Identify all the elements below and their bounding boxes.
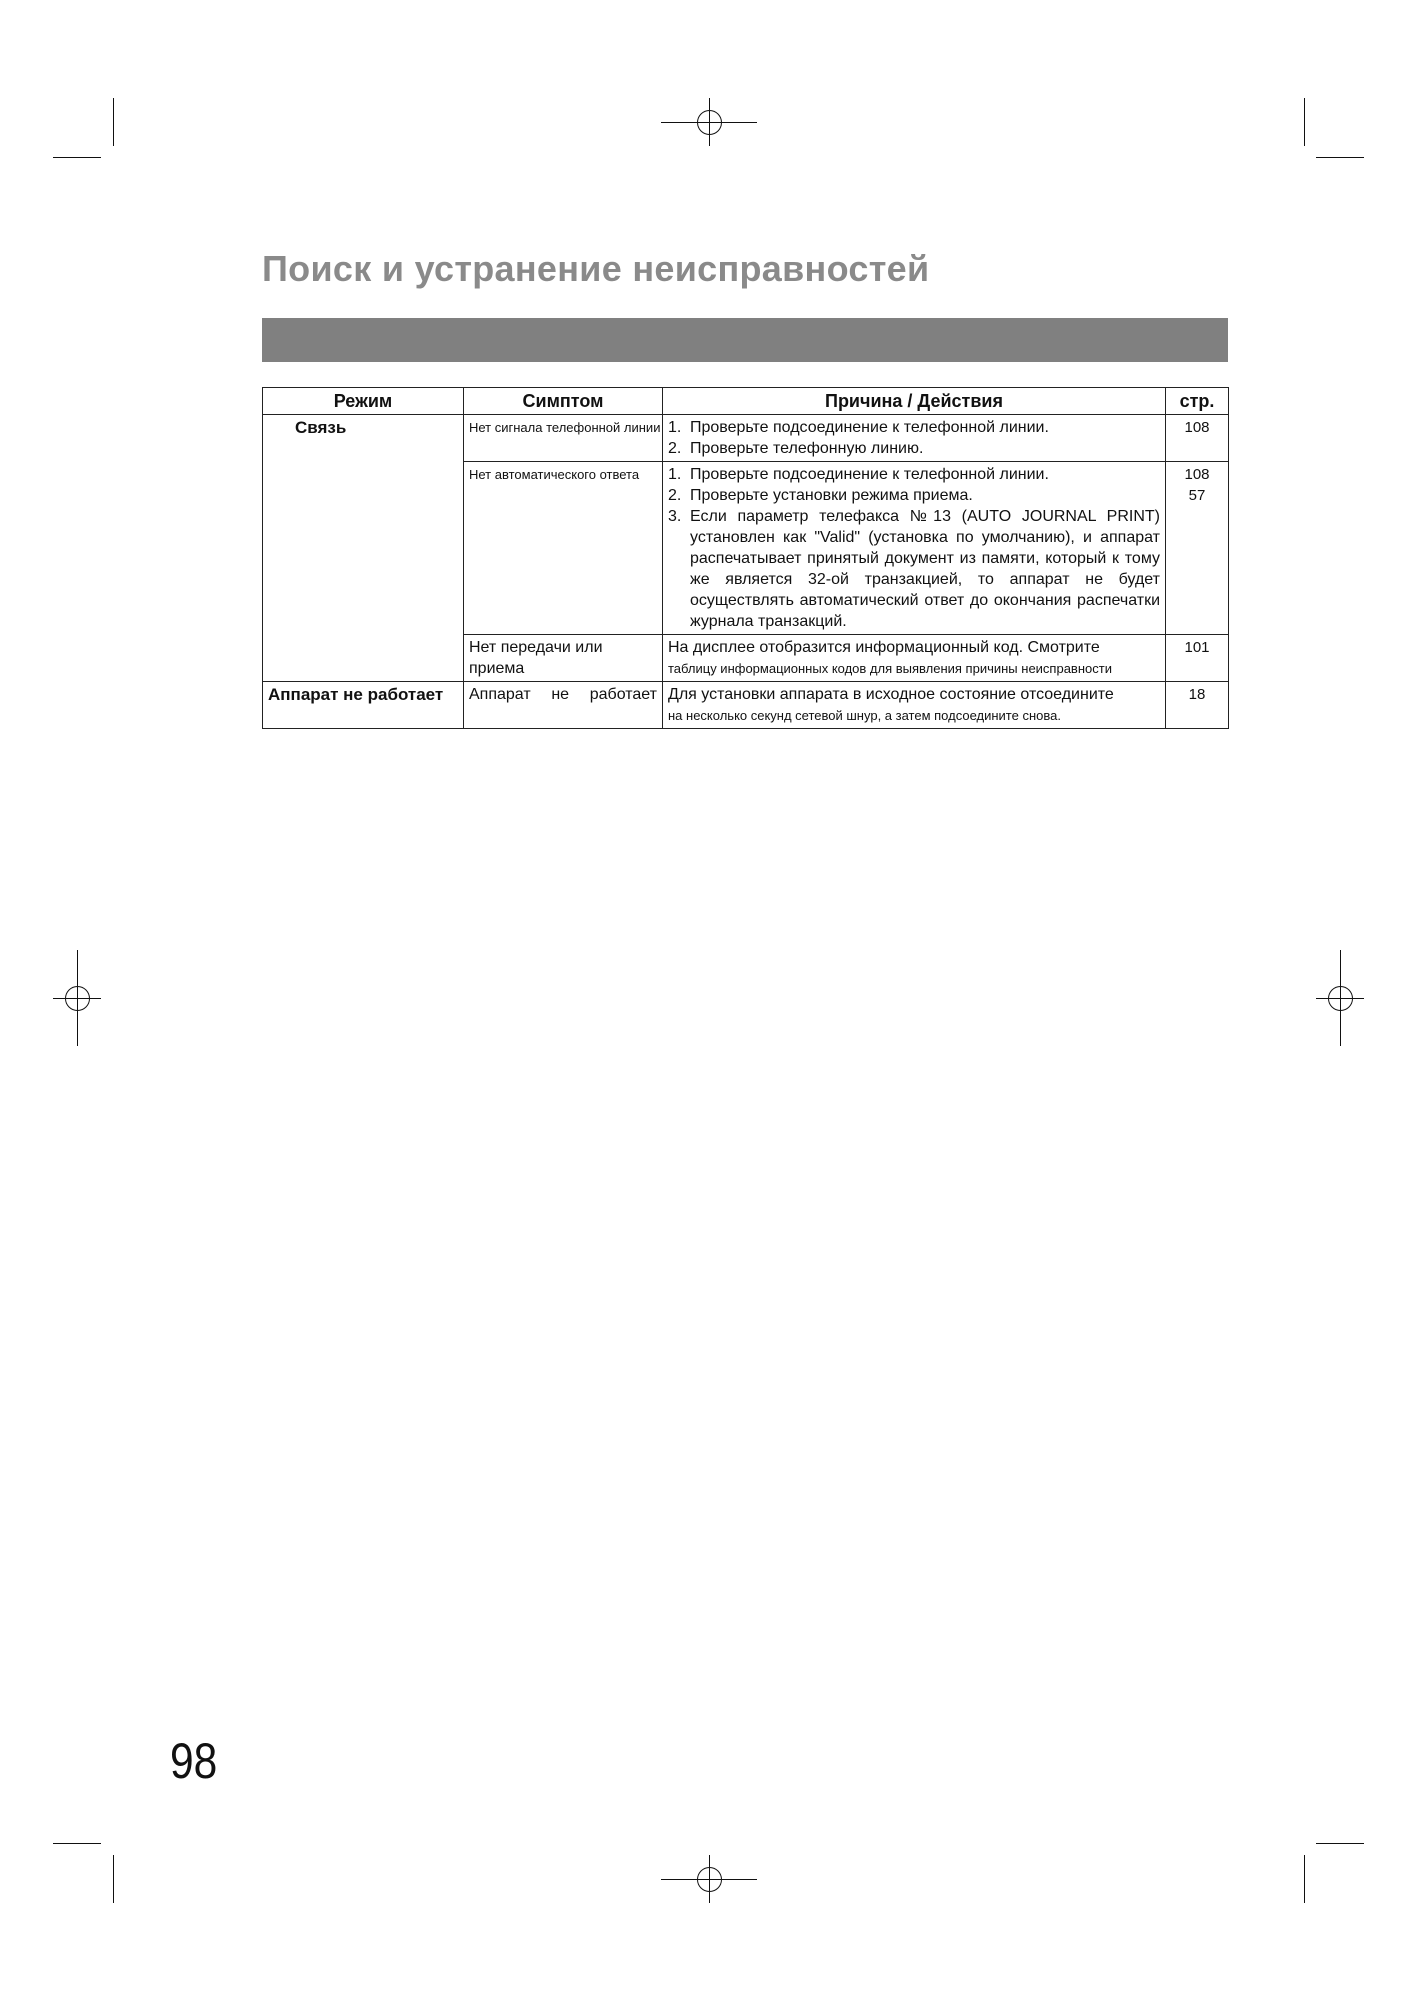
actions-cell bbox=[663, 635, 1166, 682]
troubleshooting-table bbox=[262, 387, 1229, 729]
actions-cell bbox=[663, 415, 1166, 462]
page-number: 98 bbox=[170, 1733, 218, 1789]
action-text-small: таблицу информационных кодов для выявления причины неисправности bbox=[668, 661, 1112, 676]
symptom-cell: Нет автоматического ответа bbox=[464, 462, 663, 635]
header-page: стр. bbox=[1166, 388, 1229, 415]
page-cell bbox=[1166, 462, 1229, 635]
page-cell: 101 bbox=[1166, 635, 1229, 682]
list-item: 2. Проверьте установки режима приема. bbox=[668, 487, 973, 504]
action-text: Для установки аппарата в исходное состояние отсоедините bbox=[668, 686, 1114, 703]
header-mode: Режим bbox=[263, 388, 464, 415]
page-ref: 108 bbox=[1184, 466, 1210, 483]
table-row bbox=[263, 415, 1229, 462]
actions-cell bbox=[663, 682, 1166, 729]
table-row bbox=[263, 682, 1229, 729]
header-cause-actions: Причина / Действия bbox=[663, 388, 1166, 415]
action-text: На дисплее отобразится информационный код. Смотрите bbox=[668, 639, 1100, 656]
actions-cell bbox=[663, 462, 1166, 635]
list-item: 3. Если параметр телефакса №13 (AUTO JOURNAL PRINT) установлен как "Valid" (установка по умолчанию), и аппарат распечатывает принятый документ из памяти, который к тому же является 32-ой транзакцией, то аппарат не будет осуществлять автоматический ответ до окончания распечатки журнала транзакций. bbox=[668, 508, 1160, 630]
page-cell: 108 bbox=[1166, 415, 1229, 462]
page-cell: 18 bbox=[1166, 682, 1229, 729]
page-title: Поиск и устранение неисправностей bbox=[262, 248, 930, 289]
list-item: 2. Проверьте телефонную линию. bbox=[668, 440, 924, 457]
header-symptom: Симптом bbox=[464, 388, 663, 415]
symptom-cell: Нет передачи или приема bbox=[464, 635, 663, 682]
list-item: 1. Проверьте подсоединение к телефонной линии. bbox=[668, 419, 1049, 436]
symptom-cell: Нет сигнала телефонной линии bbox=[464, 415, 663, 462]
list-item: 1. Проверьте подсоединение к телефонной линии. bbox=[668, 466, 1049, 483]
page-ref: 57 bbox=[1188, 487, 1206, 504]
mode-cell: Аппарат не работает bbox=[263, 682, 464, 729]
section-header-bar bbox=[262, 318, 1228, 362]
action-text-small: на несколько секунд сетевой шнур, а затем подсоедините снова. bbox=[668, 708, 1061, 723]
table-header-row bbox=[263, 388, 1229, 415]
mode-cell: Связь bbox=[263, 415, 464, 682]
symptom-cell: Аппарат не работает bbox=[464, 682, 663, 729]
